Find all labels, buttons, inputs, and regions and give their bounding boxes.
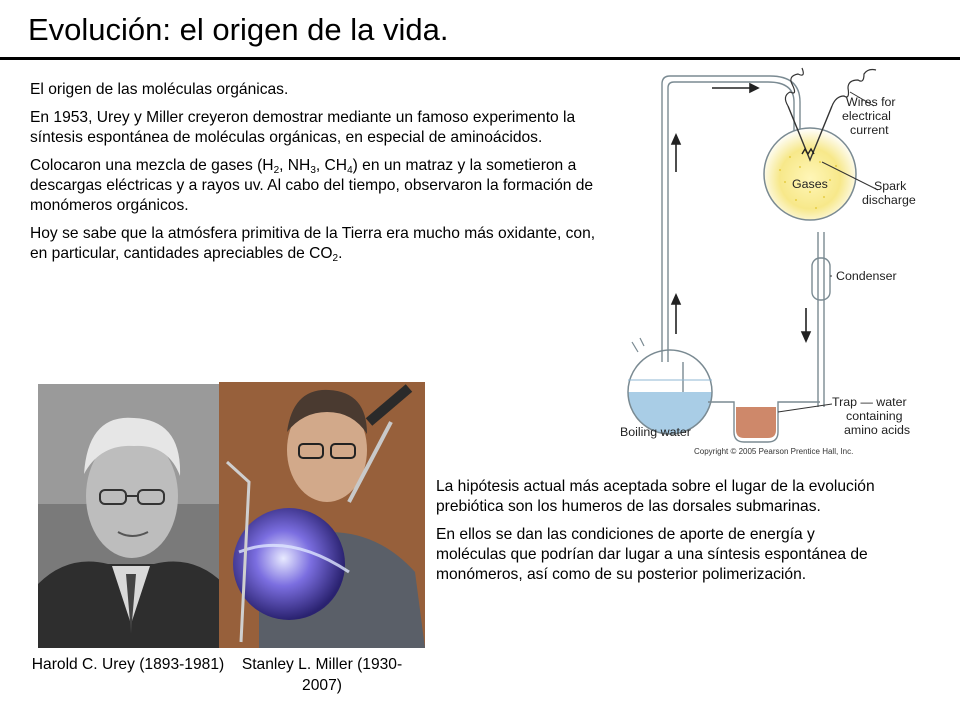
spark-label-line-2: discharge — [862, 193, 916, 207]
condenser-jacket — [812, 258, 830, 300]
miller-urey-apparatus-diagram — [610, 62, 916, 462]
ch4-subscript: 4 — [347, 165, 353, 176]
gas-flask — [764, 106, 856, 220]
miller-caption: Stanley L. Miller (1930-2007) — [241, 656, 403, 694]
p2-text-b: , NH — [279, 157, 311, 174]
p2-text-c: , CH — [315, 157, 348, 174]
hypothesis-text — [436, 477, 888, 593]
p3-text-b: . — [338, 245, 343, 262]
spark-label-line-1: Spark — [874, 179, 907, 193]
co2-subscript: 2 — [332, 253, 339, 264]
p2-text-a: Colocaron una mezcla de gases (H — [30, 157, 274, 174]
intro-text — [30, 80, 600, 272]
wires-label-line-3: current — [850, 123, 889, 137]
miller-portrait-photo — [219, 382, 425, 648]
copyright-notice: Copyright © 2005 Pearson Prentice Hall, Inc. — [694, 447, 854, 456]
condenser-label: Condenser — [836, 269, 897, 283]
trap-label-line-3: amino acids — [844, 423, 911, 437]
boiling-water-label: Boiling water — [620, 425, 691, 439]
trap-label-line-2: containing — [846, 409, 903, 423]
glass-tubing — [662, 76, 824, 407]
urey-portrait-photo — [38, 384, 224, 648]
h2-subscript: 2 — [273, 165, 280, 176]
wires-label-line-2: electrical — [842, 109, 891, 123]
nh3-subscript: 3 — [310, 165, 316, 176]
title-underline — [0, 57, 960, 60]
p2-text-d: ) en un matraz y la sometieron a descargas eléctricas y a rayos uv. Al cabo del tiempo, observaron la formación de monómeros orgánicos. — [30, 157, 594, 214]
boiling-water-flask — [628, 338, 712, 434]
hypothesis-paragraph-2: En ellos se dan las condiciones de aporte de energía y moléculas que podrían dar lugar a una síntesis espontánea de monómeros, así como de su posterior polimerización. — [436, 526, 868, 583]
page-title: Evolución: el origen de la vida. — [28, 12, 449, 47]
p3-text-a: Hoy se sabe que la atmósfera primitiva de la Tierra era mucho más oxidante, con, en particular, cantidades apreciables de CO — [30, 225, 596, 262]
urey-caption: Harold C. Urey (1893-1981) — [31, 656, 225, 673]
gases-label: Gases — [792, 177, 828, 191]
wires-label-line-1: Wires for — [846, 95, 896, 109]
intro-paragraph-2 — [30, 156, 600, 216]
hypothesis-paragraph-1: La hipótesis actual más aceptada sobre el lugar de la evolución prebiótica son los humeros de las dorsales submarinas. — [436, 478, 875, 515]
trap-label-line-1: Trap — water — [832, 395, 907, 409]
intro-heading: El origen de las moléculas orgánicas. — [30, 81, 289, 98]
intro-paragraph-1: En 1953, Urey y Miller creyeron demostrar mediante un famoso experimento la síntesis espontánea de moléculas orgánicas, en especial de aminoácidos. — [30, 109, 576, 146]
intro-paragraph-3 — [30, 224, 600, 264]
